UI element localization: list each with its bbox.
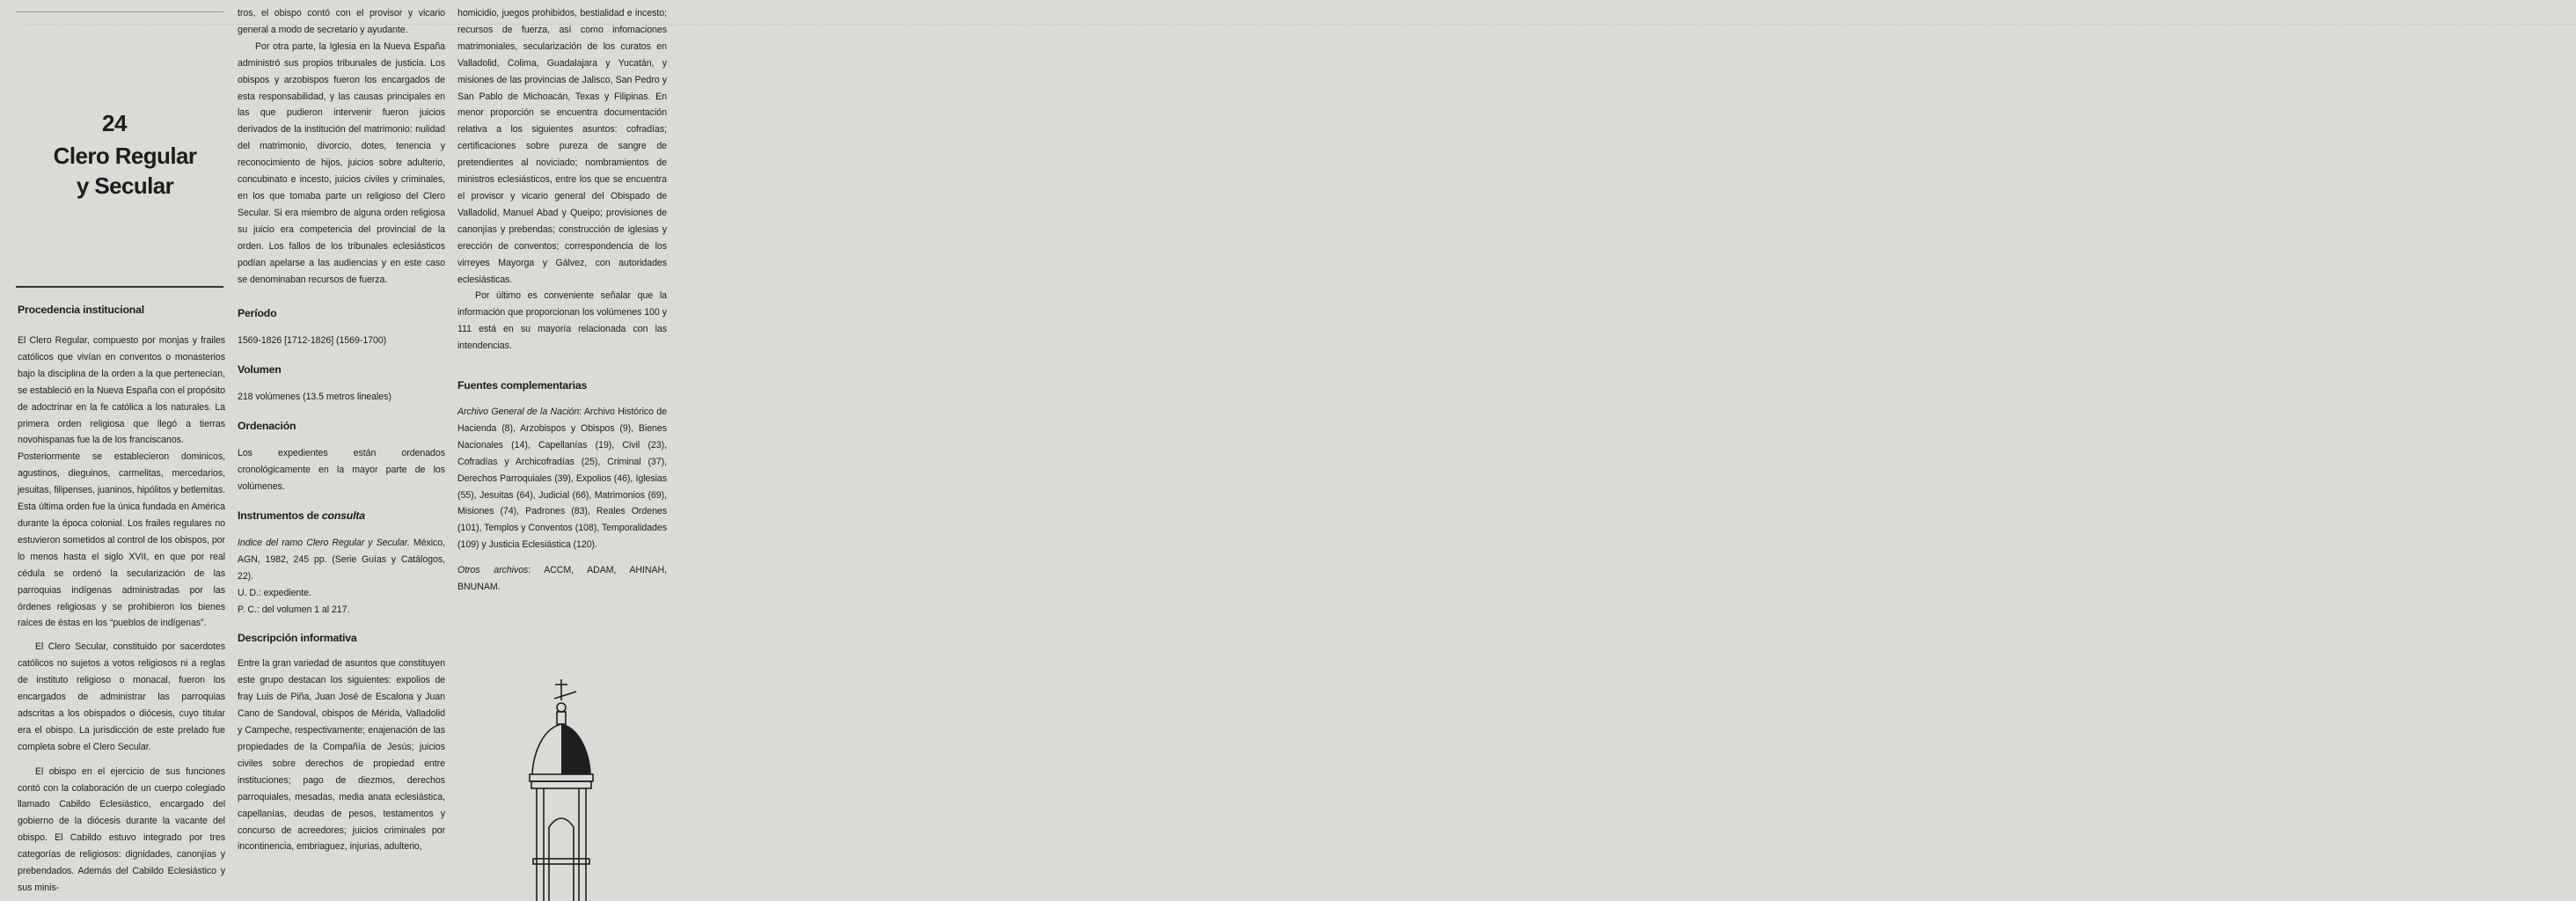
- otros-text: : ACCM, ADAM, AHINAH, BNUNAM.: [457, 565, 668, 593]
- fuentes-agn: [457, 404, 667, 553]
- chapter-number: 24: [102, 110, 127, 136]
- heading-volumen: Volumen: [238, 363, 282, 377]
- index-title: Indice del ramo Clero Regular y Secular.: [238, 537, 410, 548]
- index-details: México, AGN, 1982, 245 pp. (Serie Guías y Catálogos, 22).: [238, 537, 445, 582]
- bleed-through-text: ......................................................................................................................................................................................................................................................................................................................................................................................................................................................................................................................................................................................................................................................................................................................................................................................................................................................................................................................................................................................................................................................................................: [19, 18, 2576, 27]
- chapter-title: [50, 141, 200, 201]
- heading-ordenacion: Ordenación: [238, 420, 296, 433]
- chapter-title-line-2: y Secular: [76, 172, 174, 199]
- paragraph: Por último es conveniente señalar que la información que proporcionan los volúmenes 100 y 111 está en su mayoría relacionada con las intendencias.: [457, 290, 667, 352]
- primer-catalogo: P. C.: del volumen 1 al 217.: [238, 604, 350, 615]
- paragraph: El Clero Regular, compuesto por monjas y frailes católicos que vivían en conventos o monasterios bajo la disciplina de la orden a la que pertenecían, se estableció en la Nueva España con el propósito de adoctrinar en la fe católica a los naturales. La primera orden religiosa que llegó a tierras novohispanas fue la de los franciscanos.: [18, 335, 225, 446]
- ordenacion-value: Los expedientes están ordenados cronológicamente en la mayor parte de los volúmenes.: [238, 448, 445, 493]
- heading-fuentes: Fuentes complementarias: [457, 379, 588, 392]
- column-right: [457, 5, 667, 596]
- agn-label: Archivo General de la Nación: [457, 407, 580, 418]
- paragraph: El obispo en el ejercicio de sus funciones contó con la colaboración de un cuerpo colegiado llamado Cabildo Eclesiástico, encargado del gobierno de la diócesis durante la vacante del obispo. El Cabildo estuvo integrado por tres categorías de religiosos: dignidades, canonjías y prebendados. Además del Cabildo Eclesiástico y sus minis-: [18, 765, 225, 893]
- paragraph: homicidio, juegos prohibidos, bestialidad e incesto; recursos de fuerza, así como infomaciones matrimoniales, secularización de los curatos en Valladolid, Colima, Guadalajara y Yucatán, y misiones de las provincias de Jalisco, San Pedro y San Pablo de Michoacán, Texas y Filipinas. En menor proporción se encuentra documentación relativa a los siguientes asuntos: cofradías; certificaciones sobre pureza de sangre de pretendientes al noviciado; nombramientos de ministros eclesiásticos, entre los que se encuentra el provisor y vicario general del Obispado de Valladolid, Manuel Abad y Queipo; provisiones de canonjías y prebendas; construcción de iglesias y erección de conventos; correspondencia de los virreyes Mayorga y Gálvez, con autoridades eclesiásticas.: [457, 8, 667, 285]
- paragraph: El Clero Secular, constituido por sacerdotes católicos no sujetos a votos religiosos ni a reglas de instituto religioso o monacal, fueron los encargados de administrar las parroquias adscritas a los obispados o diócesis, cuyo titular era el obispo. La jurisdicción de este prelado fue completa sobre el Clero Secular.: [18, 641, 225, 752]
- paragraph: Por otra parte, la Iglesia en la Nueva España administró sus propios tribunales de justicia. Los obispos y arzobispos fueron los encargados de esta responsabilidad, y las causas principales en las que pudieron intervenir fueron juicios derivados de la institución del matrimonio: nulidad del matrimonio, divorcio, dotes, tenencia y reconocimiento de hijos, juicios sobre adulterio, concubinato e incesto, juicios civiles y criminales, en los que tomaba parte un religioso del Clero Secular. Si era miembro de alguna orden religiosa su juicio era competencia del provincial de la orden. Los fallos de los tribunales eclesiásticos podían apelarse a las audiencias y en este caso se denominaban recursos de fuerza.: [238, 40, 445, 285]
- otros-label: Otros archivos: [457, 565, 529, 576]
- periodo-value: 1569-1826 [1712-1826] (1569-1700): [238, 335, 387, 347]
- fuentes-otros: [457, 562, 667, 596]
- chapter-title-line-1: Clero Regular: [53, 143, 197, 169]
- paragraph: tros, el obispo contó con el provisor y vicario general a modo de secretario y ayudante.: [238, 8, 445, 35]
- column-middle: [238, 5, 445, 855]
- church-cupola-illustration: [528, 678, 595, 901]
- descripcion-value: Entre la gran variedad de asuntos que constituyen este grupo destacan los siguientes: expolios de fray Luis de Piña, Juan José de Escalona y Juan Cano de Sandoval, obispos de Mérida, Valladolid y Campeche, respectivamente; enajenación de las propiedades de la Compañía de Jesús; juicios civiles sobre derechos de propiedad entre instituciones; pago de diezmos, derechos parroquiales, mesadas, media anata eclesiástica, capellanías, deudas de pesos, testamentos y concurso de acreedores; juicios criminales por incontinencia, embriaguez, injurias, adulterio,: [238, 658, 445, 853]
- top-rule: [16, 11, 223, 12]
- column-left: [18, 304, 225, 897]
- volumen-value: 218 volúmenes (13.5 metros lineales): [238, 392, 392, 403]
- heading-instrumentos-a: Instrumentos de: [238, 509, 322, 522]
- unidad-documental: U. D.: expediente.: [238, 587, 311, 598]
- heading-instrumentos: [238, 509, 445, 522]
- paragraph: Posteriormente se establecieron dominicos, agustinos, dieguinos, carmelitas, mercedarios, jesuitas, filipenses, juaninos, hipólitos y betlemitas. Esta última orden fue la única fundada en América durante la época colonial. Los frailes regulares no estuvieron sometidos al control de los obispos, por lo menos hasta el siglo XVII, en que por real cédula se ordenó la secularización de las parroquias indígenas administradas por las órdenes religiosas y se prohibieron los bienes raíces de éstas en los “pueblos de indígenas”.: [18, 451, 225, 629]
- heading-instrumentos-b: consulta: [321, 509, 365, 522]
- agn-text: : Archivo Histórico de Hacienda (8), Arzobispos y Obispos (9), Bienes Nacionales (14), Capellanías (19), Civil (23), Cofradías y Archicofradías (25), Criminal (37), Derechos Parroquiales (39), Expolios (46), Iglesias (55), Jesuitas (64), Judicial (66), Matrimonios (69), Misiones (74), Padrones (83), Reales Ordenes (101), Templos y Conventos (108), Temporalidades (109) y Justicia Eclesiástica (120).: [457, 407, 667, 551]
- heading-procedencia: Procedencia institucional: [18, 304, 144, 316]
- instrumentos-value: [238, 535, 445, 585]
- section-rule: [16, 286, 223, 288]
- heading-periodo: Período: [238, 307, 277, 320]
- heading-descripcion: Descripción informativa: [238, 632, 357, 645]
